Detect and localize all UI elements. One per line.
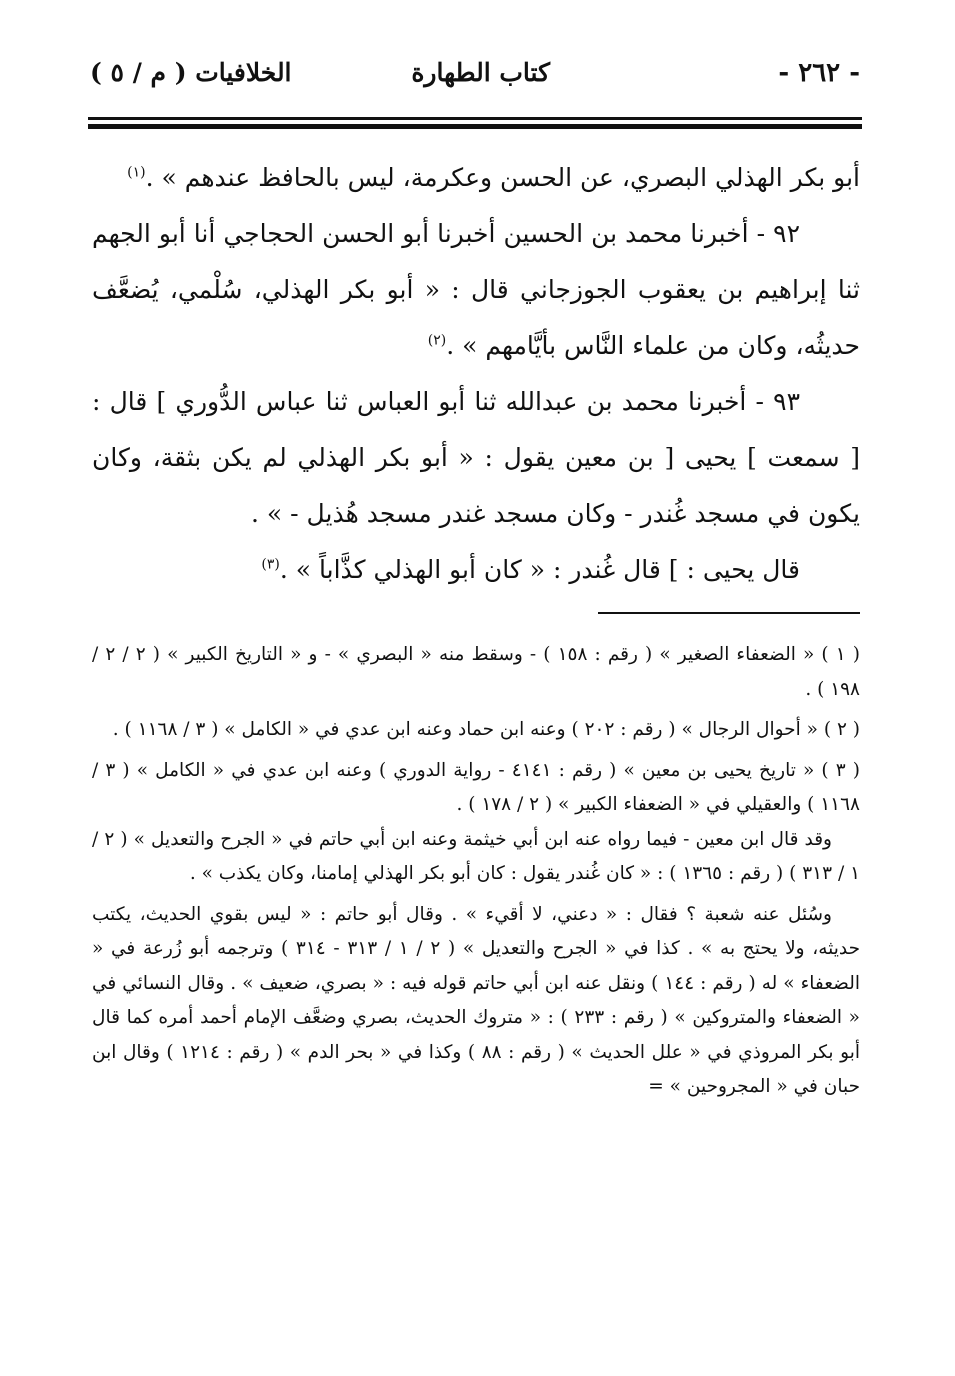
book-title: كتاب الطهارة: [411, 58, 550, 87]
section-title: الخلافيات ( م / ٥ ): [90, 58, 292, 87]
footnote-ref: (١): [127, 164, 146, 181]
footnote-ref: (٢): [427, 332, 447, 349]
footnote-ref: (٣): [261, 556, 280, 573]
header-rule-thick: [88, 124, 862, 129]
running-header: [90, 52, 860, 100]
paragraph: ٩٣ - أخبرنا محمد بن عبدالله ثنا أبو العباس ثنا عباس الدُّوري ] قال : [ سمعت ] يحيى [ بن معين يقول : « أبو بكر الهذلي لم يكن بثقة، وكان يكون في مسجد غُندر - وكان مسجد غندر مسجد هُذيل - » .: [92, 387, 860, 528]
footnote: ( ٣ ) « تاريخ يحيى بن معين » ( رقم : ٤١٤١ - رواية الدوري ) وعنه ابن عدي في « الكامل » ( ٣ / ١١٦٨ ) والعقيلي في « الضعفاء الكبير » ( ٢ / ١٧٨ ) .: [92, 759, 860, 815]
footnote: ( ٢ ) « أحوال الرجال » ( رقم : ٢٠٢ ) وعنه ابن حماد وعنه ابن عدي في « الكامل » ( ٣ / ١١٦٨ ) .: [112, 719, 860, 740]
footnote-separator: [598, 612, 860, 614]
paragraph: ٩٢ - أخبرنا محمد بن الحسين أخبرنا أبو الحسن الحجاجي أنا أبو الجهم ثنا إبراهيم بن يعقوب الجوزجاني قال : « أبو بكر الهذلي، سُلْمي، يُضعَّف حديثُه، وكان من علماء النَّاس بأيَّامهم » .$^{(٢)}$: [92, 219, 860, 360]
paragraph: قال يحيى : ] قال غُندر : « كان أبو الهذلي كذَّاباً » .$^{(٣)}$: [261, 555, 800, 584]
footnote: ( ١ ) « الضعفاء الصغير » ( رقم : ١٥٨ ) - وسقط منه « البصري » - و « التاريخ الكبير » ( ٢ / ٢ / ١٩٨ ) .: [92, 644, 860, 700]
footnote-continuation: وسُئل عنه شعبة ؟ فقال : « دعني، لا أقيء » . وقال أبو حاتم : « ليس بقوي الحديث، يكتب حديثه، ولا يحتج به » . كذا في « الجرح والتعديل » ( ٢ / ١ / ٣١٣ - ٣١٤ ) وترجمه أبو زُرعة في « الضعفاء » له ( رقم : ١٤٤ ) ونقل عنه ابن أبي حاتم قوله فيه : « بصري، ضعيف » . وقال النسائي في « الضعفاء والمتروكين » ( رقم : ٢٣٣ ) : « متروك الحديث، بصري وضعَّف الإمام أحمد أمره كما قال أبو بكر المروذي في « علل الحديث » ( رقم : ٨٨ ) وكذا في « بحر الدم » ( رقم : ١٢١٤ ) وقال ابن حبان في « المجروحين » =: [92, 903, 861, 1097]
footnote-continuation: وقد قال ابن معين - فيما رواه عنه ابن أبي خيثمة وعنه ابن أبي حاتم في « الجرح والتعديل » ( ٢ / ١ / ٣١٣ ) ( رقم : ١٣٦٥ ) : « كان غُندر يقول : كان أبو بكر الهذلي إمامنا، وكان يكذب » .: [92, 828, 860, 884]
footnotes: [92, 638, 860, 1111]
main-text: [92, 150, 860, 598]
paragraph: أبو بكر الهذلي البصري، عن الحسن وعكرمة، ليس بالحافظ عندهم » .$^{(١)}$: [127, 163, 860, 192]
page-number: - ٢٦٢ -: [778, 58, 860, 88]
header-rule-thin: [88, 117, 862, 120]
